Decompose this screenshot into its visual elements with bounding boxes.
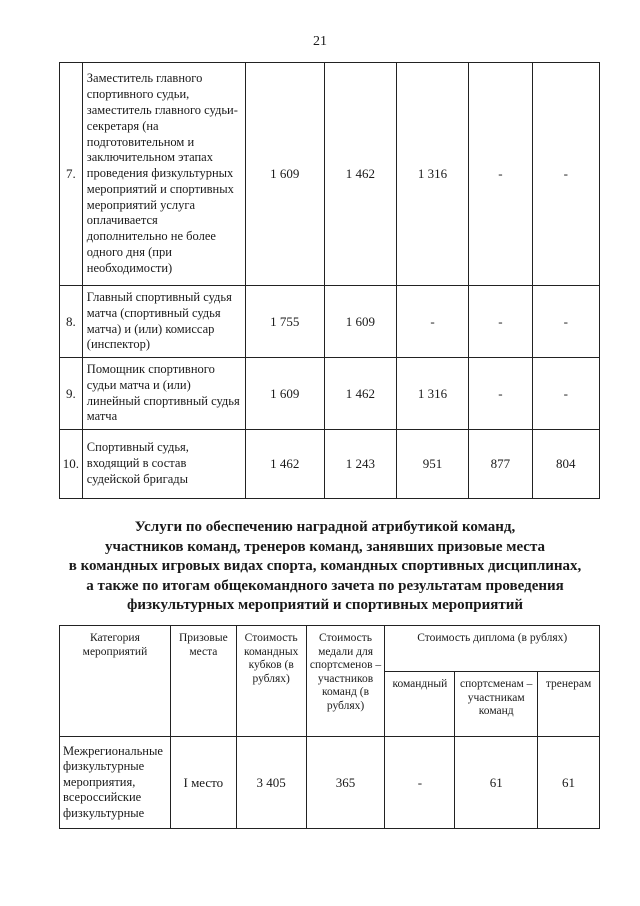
heading-line: а также по итогам общекомандного зачета по результатам проведения [86,577,564,594]
fee-cell: 951 [396,430,468,499]
fee-cell: 1 462 [324,358,396,430]
header-category: Категория мероприятий [60,626,171,737]
row-number: 7. [60,63,83,286]
fee-cell: 1 755 [245,286,324,358]
position-description: Спортивный судья, входящий в состав судейской бригады [82,430,245,499]
fee-cell: 1 609 [245,358,324,430]
fee-cell: 1 462 [245,430,324,499]
table-row [60,63,600,286]
fee-cell: 1 316 [396,358,468,430]
header-diploma-coaches: тренерам [538,672,600,737]
heading-line: Услуги по обеспечению наградной атрибутикой команд, [134,519,516,535]
cups-cell: 3 405 [236,737,306,829]
medals-cell: 365 [306,737,385,829]
header-medals: Стоимость медали для спортсменов – участников команд (в рублях) [306,626,385,737]
row-number: 8. [60,286,83,358]
referee-fees-table [59,62,600,499]
table-row [60,358,600,430]
fee-cell: 1 609 [245,63,324,286]
header-diploma-team: командный [385,672,455,737]
fee-cell: 1 316 [396,63,468,286]
section-heading [40,518,610,616]
header-diploma-athletes: спортсменам – участникам команд [455,672,538,737]
fee-cell: 877 [469,430,532,499]
position-description: Заместитель главного спортивного судьи, заместитель главного судьи-секретаря (на подготовительном и заключительном этапах проведения физкультурных мероприятий и спортивных мероприятий услуга оплачивается дополнительно не более одного дня (при необходимости) [82,63,245,286]
row-number: 10. [60,430,83,499]
category-cell: Межрегиональные физкультурные мероприятия, всероссийские физкультурные [60,737,171,829]
fee-cell: - [532,63,599,286]
heading-line: участников команд, тренеров команд, занявших призовые места [105,538,545,555]
diploma-team-cell: - [385,737,455,829]
table-row [60,737,600,829]
fee-cell: - [396,286,468,358]
fee-cell: 804 [532,430,599,499]
header-diploma: Стоимость диплома (в рублях) [385,626,600,672]
fee-cell: - [469,286,532,358]
page-number: 21 [313,34,327,49]
fee-cell: 1 243 [324,430,396,499]
heading-line: физкультурных мероприятий и спортивных мероприятий [126,597,524,613]
fee-cell: 1 609 [324,286,396,358]
fee-cell: - [532,286,599,358]
fee-cell: - [532,358,599,430]
diploma-coaches-cell: 61 [538,737,600,829]
place-cell: I место [170,737,236,829]
position-description: Помощник спортивного судьи матча и (или) линейный спортивный судья матча [82,358,245,430]
diploma-athletes-cell: 61 [455,737,538,829]
header-places: Призовые места [170,626,236,737]
position-description: Главный спортивный судья матча (спортивный судья матча) и (или) комиссар (инспектор) [82,286,245,358]
fee-cell: - [469,358,532,430]
table-row [60,430,600,499]
fee-cell: 1 462 [324,63,396,286]
fee-cell: - [469,63,532,286]
heading-line: в командных игровых видах спорта, командных спортивных дисциплинах, [68,558,582,574]
awards-table [59,625,600,829]
row-number: 9. [60,358,83,430]
header-row [60,626,600,672]
header-cups: Стоимость командных кубков (в рублях) [236,626,306,737]
table-row [60,286,600,358]
